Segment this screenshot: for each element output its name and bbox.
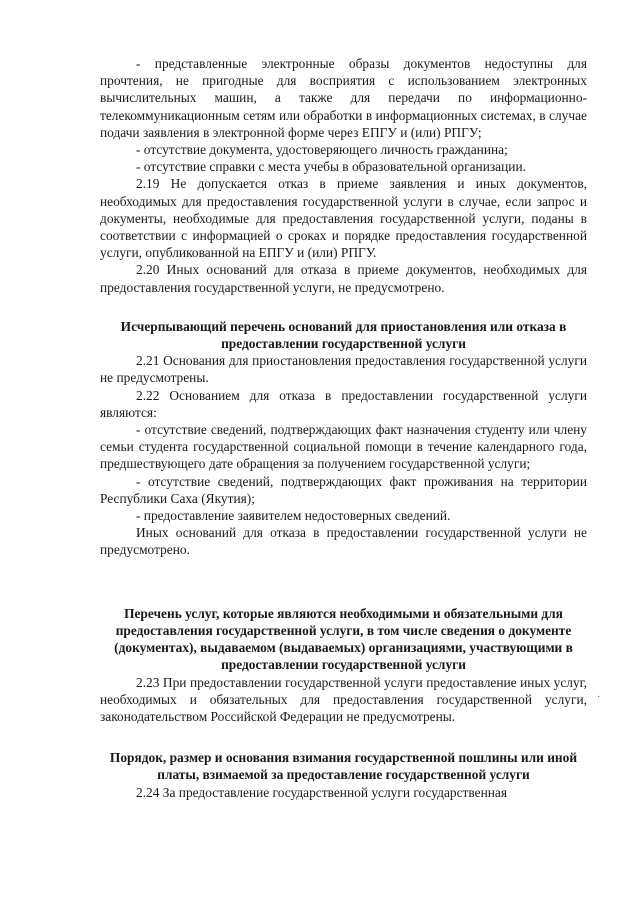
paragraph-2-19: 2.19 Не допускается отказ в приеме заявления и иных документов, необходимых для предоставления государственной услуги в случае, если запрос и документы, необходимые для предоставления государственной услуги, поданы в соответствии с информацией о сроках и порядке предоставления государственной услуги, опубликованной на ЕПГУ и (или) РПГУ. (100, 176, 587, 261)
paragraph-2-21: 2.21 Основания для приостановления предоставления государственной услуги не предусмотрены. (100, 353, 587, 386)
paragraph-invalid-electronic-docs: - представленные электронные образы документов недоступны для прочтения, не пригодные для восприятия с использованием электронных вычислительных машин, а также для передачи по информационно-телекоммуникационным сетям или обработки в информационных системах, в случае подачи заявления в электронной форме через ЕПГУ и (или) РПГУ; (100, 56, 587, 140)
paragraph-no-social-aid-info: - отсутствие сведений, подтверждающих факт назначения студенту или члену семьи студента государственной социальной помощи в течение календарного года, предшествующего дате обращения за получением государственной услуги; (100, 422, 587, 472)
paragraph-no-other-grounds: Иных оснований для отказа в предоставлении государственной услуги не предусмотрено. (100, 525, 587, 558)
heading-state-fee: Порядок, размер и основания взимания государственной пошлины или иной платы, взимаемой за предоставление государственной услуги (109, 750, 578, 783)
paragraph-no-identity-doc: - отсутствие документа, удостоверяющего личность гражданина; (136, 142, 508, 158)
heading-required-services: Перечень услуг, которые являются необходимыми и обязательными для предоставления государственной услуги, в том числе сведения о документе (документах), выдаваемом (выдаваемых) организациями, участвующими в предоставлении государственной услуги (114, 605, 573, 673)
heading-refusal-grounds: Исчерпывающий перечень оснований для приостановления или отказа в предоставлении государственной услуги (120, 318, 567, 352)
paragraph-no-study-certificate: - отсутствие справки с места учебы в образовательной организации. (136, 159, 526, 175)
paragraph-2-22: 2.22 Основанием для отказа в предоставлении государственной услуги являются: (100, 387, 587, 420)
paragraph-no-residence-info: - отсутствие сведений, подтверждающих факт проживания на территории Республики Саха (Якутия); (100, 473, 587, 506)
paragraph-2-23: 2.23 При предоставлении государственной услуги предоставление иных услуг, необходимых и обязательных для предоставления государственной услуги, законодательством Российской Федерации не предусмотрены. (100, 674, 587, 724)
paragraph-2-24: 2.24 За предоставление государственной услуги государственная (136, 784, 508, 800)
margin-mark: · (597, 692, 601, 703)
paragraph-2-20: 2.20 Иных оснований для отказа в приеме документов, необходимых для предоставления государственной услуги, не предусмотрено. (100, 262, 587, 295)
document-body (100, 55, 587, 801)
paragraph-false-info: - предоставление заявителем недостоверных сведений. (136, 508, 451, 524)
